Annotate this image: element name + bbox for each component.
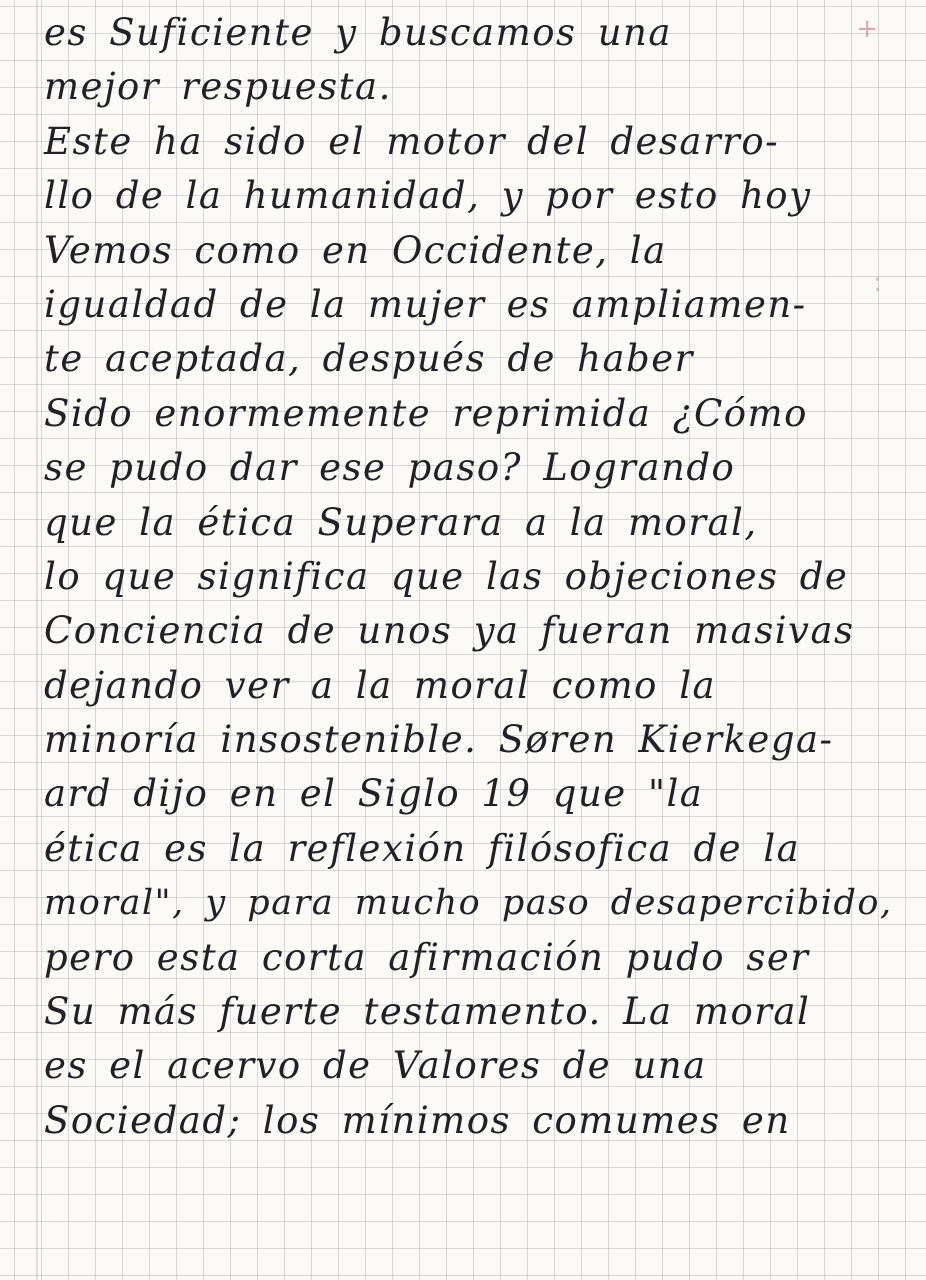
- text-line: ard dijo en el Siglo 19 que "la: [44, 772, 704, 816]
- text-line: Conciencia de unos ya fueran masivas: [44, 609, 855, 653]
- text-line: Vemos como en Occidente, la: [44, 228, 667, 272]
- text-line: Sido enormemente reprimida ¿Cómo: [44, 391, 808, 435]
- text-line: Su más fuerte testamento. La moral: [44, 990, 811, 1034]
- text-line: que la ética Superara a la moral,: [44, 500, 758, 544]
- text-line: Sociedad; los mínimos comumes en: [44, 1098, 791, 1142]
- text-line: es Suficiente y buscamos una: [44, 11, 672, 54]
- text-line: moral", y para mucho paso desapercibido,: [44, 883, 893, 924]
- corner-mark: +: [856, 14, 878, 44]
- text-line: llo de la humanidad, y por esto hoy: [44, 174, 812, 218]
- margin-line: [36, 0, 38, 1280]
- text-line: lo que significa que las objeciones de: [44, 554, 849, 598]
- side-mark: :: [873, 268, 882, 298]
- handwritten-text: [44, 6, 904, 1148]
- text-line: se pudo dar ese paso? Logrando: [44, 446, 736, 490]
- text-line: pero esta corta afirmación pudo ser: [44, 935, 810, 979]
- text-line: igualdad de la mujer es ampliamen-: [44, 282, 807, 326]
- text-line: es el acervo de Valores de una: [44, 1044, 707, 1088]
- text-line: te aceptada, después de haber: [44, 337, 694, 381]
- text-line: Este ha sido el motor del desarro-: [44, 119, 780, 163]
- text-line: dejando ver a la moral como la: [44, 663, 717, 707]
- text-line: ética es la reflexión filósofica de la: [44, 826, 801, 870]
- text-line: mejor respuesta.: [44, 65, 392, 109]
- text-line: minoría insostenible. Søren Kierkega-: [44, 718, 834, 762]
